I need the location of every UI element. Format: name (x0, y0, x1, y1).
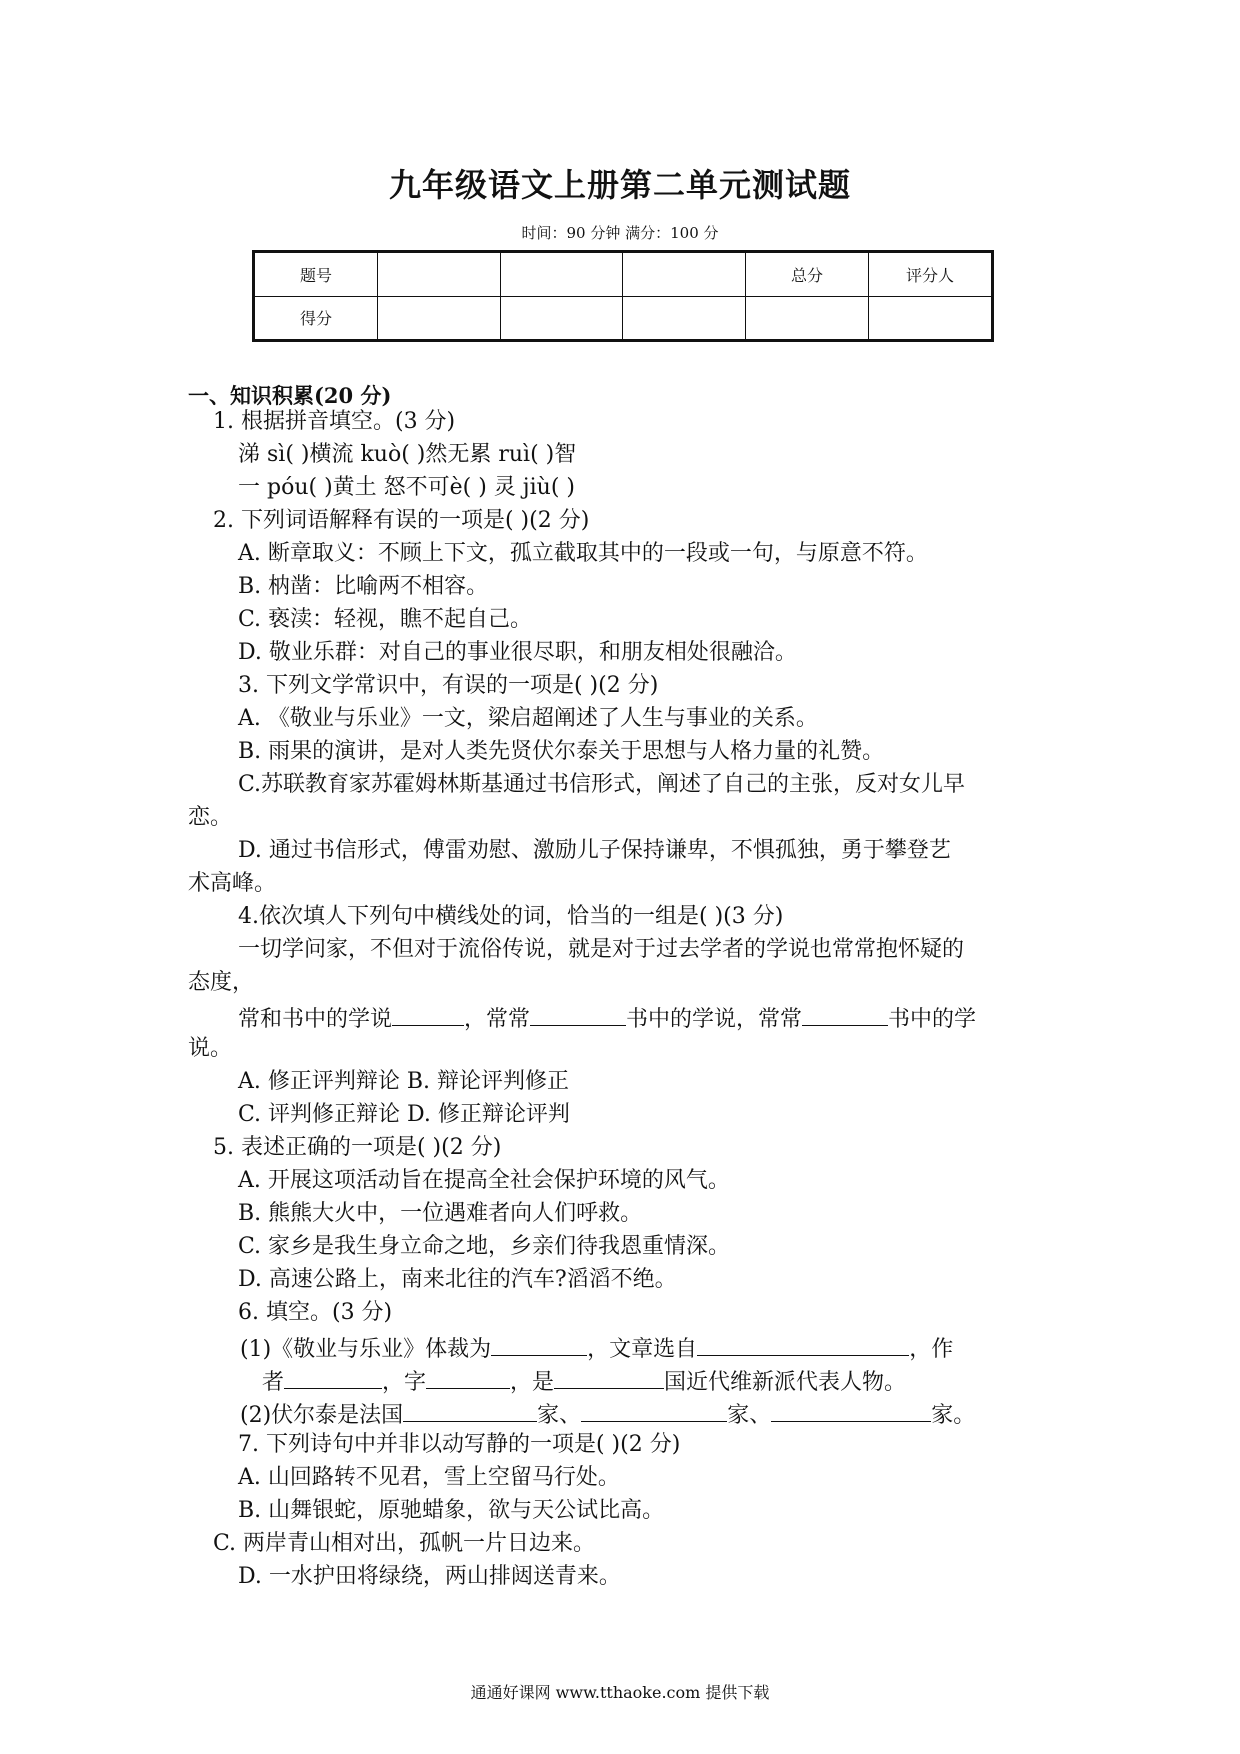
fill-text: 者 (262, 1370, 285, 1395)
footer-text: 通通好课网 www.tthaoke.com 提供下载 (470, 1683, 770, 1702)
option-line: A. 山回路转不见君，雪上空留马行处。 (238, 1465, 620, 1490)
table-cell (377, 252, 500, 297)
question-stem: 7. 下列诗句中并非以动写静的一项是( )(2 分) (238, 1432, 681, 1457)
answer-blank[interactable] (771, 1397, 931, 1422)
option-line: A. 修正评判辩论 B. 辩论评判修正 (238, 1069, 570, 1094)
question-stem: 3. 下列文学常识中，有误的一项是( )(2 分) (238, 673, 659, 698)
answer-blank[interactable] (581, 1397, 727, 1422)
option-line: C. 亵渎：轻视，瞧不起自己。 (238, 607, 533, 632)
answer-blank[interactable] (403, 1397, 537, 1422)
passage-text: 书中的学 (888, 1007, 977, 1032)
passage-text: ，常常 (464, 1007, 531, 1032)
table-cell: 评分人 (868, 252, 992, 297)
passage-line: 一切学问家，不但对于流俗传说，就是对于过去学者的学说也常常抱怀疑的 (238, 937, 965, 962)
fill-text: ，作 (909, 1337, 954, 1362)
score-table (252, 250, 994, 342)
passage-text: 常和书中的学说 (238, 1007, 393, 1032)
table-row (254, 252, 993, 297)
question-stem: 4.依次填人下列句中横线处的词，恰当的一组是( )(3 分) (238, 904, 784, 929)
passage-line: 态度， (188, 970, 255, 995)
option-line: A. 断章取义：不顾上下文，孤立截取其中的一段或一句，与原意不符。 (238, 541, 928, 566)
fill-text: 家。 (931, 1403, 976, 1428)
option-line: A. 开展这项活动旨在提高全社会保护环境的风气。 (238, 1168, 730, 1193)
table-cell (623, 252, 746, 297)
option-line: D. 敬业乐群：对自己的事业很尽职，和朋友相处很融洽。 (238, 640, 797, 665)
answer-blank[interactable] (802, 1001, 888, 1026)
fill-line (262, 1364, 906, 1394)
question-line: 一 póu( )黄土 怒不可è( ) 灵 jiù( ) (238, 475, 575, 500)
question-line: 涕 sì( )横流 kuò( )然无累 ruì( )智 (238, 442, 577, 467)
option-line: D. 高速公路上，南来北往的汽车?滔滔不绝。 (238, 1267, 677, 1292)
option-line: B. 山舞银蛇，原驰蜡象，欲与天公试比高。 (238, 1498, 665, 1523)
fill-text: 家、 (727, 1403, 772, 1428)
option-line: A. 《敬业与乐业》一文，梁启超阐述了人生与事业的关系。 (238, 706, 818, 731)
option-line: D. 一水护田将绿绕，两山排闼送青来。 (238, 1564, 621, 1589)
option-line: 术高峰。 (188, 871, 277, 896)
fill-text: ，文章选自 (587, 1337, 698, 1362)
question-stem: 1. 根据拼音填空。(3 分) (213, 409, 456, 434)
answer-blank[interactable] (392, 1001, 464, 1026)
section-heading: 一、知识积累(20 分) (188, 383, 392, 408)
table-cell (500, 296, 623, 341)
table-cell (623, 296, 746, 341)
exam-info: 时间：90 分钟 满分：100 分 (521, 224, 719, 242)
table-cell (746, 296, 869, 341)
passage-text: 书中的学说，常常 (626, 1007, 803, 1032)
fill-text: 家、 (537, 1403, 582, 1428)
fill-text: 国近代维新派代表人物。 (664, 1370, 907, 1395)
option-line: B. 雨果的演讲，是对人类先贤伏尔泰关于思想与人格力量的礼赞。 (238, 739, 885, 764)
answer-blank[interactable] (426, 1364, 510, 1389)
table-row (254, 296, 993, 341)
fill-line (240, 1397, 975, 1427)
table-cell (377, 296, 500, 341)
option-line: B. 熊熊大火中，一位遇难者向人们呼救。 (238, 1201, 643, 1226)
fill-text: ，是 (510, 1370, 555, 1395)
option-line: B. 枘凿：比喻两不相容。 (238, 574, 489, 599)
question-stem: 2. 下列词语解释有误的一项是( )(2 分) (213, 508, 590, 533)
fill-line (240, 1331, 953, 1361)
option-line: D. 通过书信形式，傅雷劝慰、激励儿子保持谦卑，不惧孤独，勇于攀登艺 (238, 838, 951, 863)
table-cell: 题号 (254, 252, 378, 297)
answer-blank[interactable] (491, 1331, 587, 1356)
answer-blank[interactable] (284, 1364, 382, 1389)
option-line: C. 评判修正辩论 D. 修正辩论评判 (238, 1102, 570, 1127)
table-cell: 得分 (254, 296, 378, 341)
answer-blank[interactable] (697, 1331, 909, 1356)
fill-text: (1)《敬业与乐业》体裁为 (240, 1337, 492, 1362)
answer-blank[interactable] (530, 1001, 626, 1026)
passage-line (238, 1001, 976, 1031)
question-stem: 5. 表述正确的一项是( )(2 分) (213, 1135, 502, 1160)
question-stem: 6. 填空。(3 分) (238, 1300, 393, 1325)
fill-text: (2)伏尔泰是法国 (240, 1403, 404, 1428)
fill-text: ，字 (382, 1370, 427, 1395)
table-cell (868, 296, 992, 341)
page-title: 九年级语文上册第二单元测试题 (388, 166, 851, 204)
option-line: C. 家乡是我生身立命之地，乡亲们待我恩重情深。 (238, 1234, 731, 1259)
option-line: C.苏联教育家苏霍姆林斯基通过书信形式，阐述了自己的主张，反对女儿早 (238, 772, 966, 797)
table-cell (500, 252, 623, 297)
option-line: C. 两岸青山相对出，孤帆一片日边来。 (213, 1531, 596, 1556)
passage-line: 说。 (188, 1036, 233, 1061)
answer-blank[interactable] (554, 1364, 664, 1389)
table-cell: 总分 (746, 252, 869, 297)
option-line: 恋。 (188, 805, 233, 830)
